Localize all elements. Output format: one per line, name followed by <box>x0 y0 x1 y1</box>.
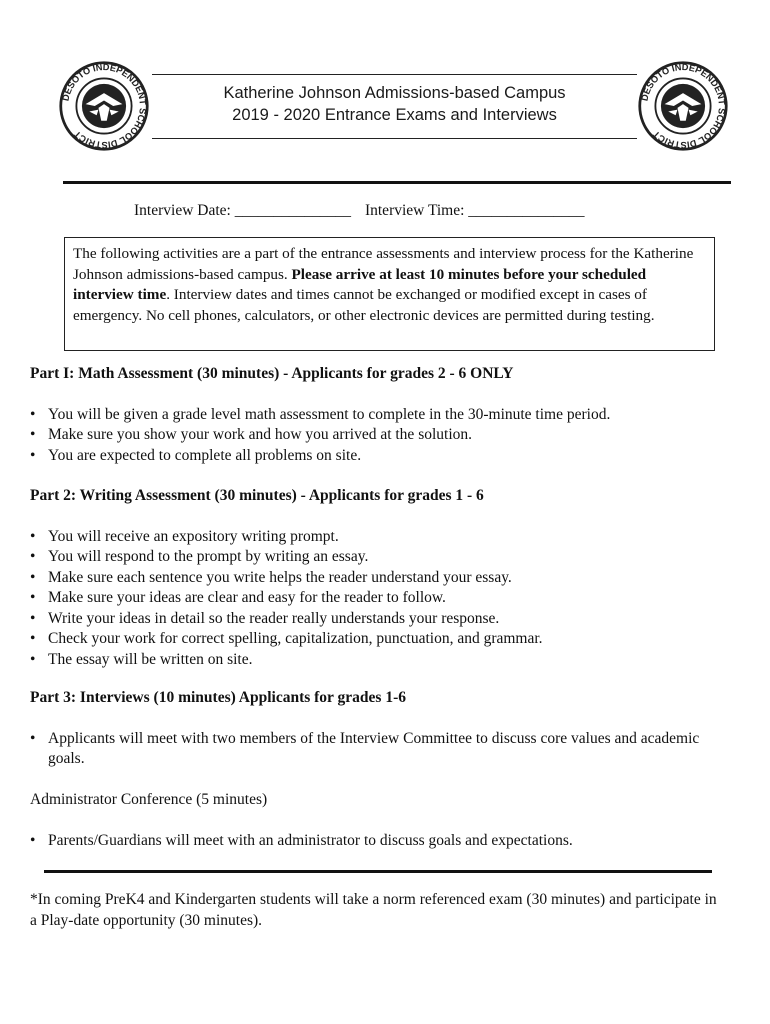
bullet-icon: • <box>30 568 36 586</box>
part2-list <box>30 527 730 671</box>
list-item: • Parents/Guardians will meet with an administrator to discuss goals and expectations. <box>30 831 730 852</box>
part3-section <box>30 688 730 770</box>
district-seal-logo <box>58 60 150 152</box>
bullet-icon: • <box>30 609 36 627</box>
bullet-icon: • <box>30 650 36 668</box>
title-line-1: Katherine Johnson Admissions-based Campus <box>223 84 566 102</box>
interview-time-field[interactable]: Interview Time: _______________ <box>364 202 585 219</box>
notice-intro: The following activities are a part of the entrance assessments and interview process for the Katherine Johnson admissions-based campus. <box>73 245 694 283</box>
bullet-icon: • <box>30 426 36 443</box>
part1-heading: Part I: Math Assessment (30 minutes) - Applicants for grades 2 - 6 ONLY <box>30 365 514 382</box>
notice-rest: . Interview dates and times cannot be exchanged or modified except in cases of emergency. No cell phones, calculators, or other electronic devices are permitted during testing. <box>73 286 655 324</box>
notice-bold-text: Please arrive at least 10 minutes before your scheduled interview time <box>73 265 647 303</box>
part1-list <box>30 405 730 467</box>
interview-date-field[interactable]: Interview Date: _______________ <box>134 202 351 219</box>
page-header <box>0 0 770 190</box>
list-item: • The essay will be written on site. <box>30 650 730 671</box>
bullet-icon: • <box>30 548 36 565</box>
list-item: • Make sure your ideas are clear and easy for the reader to follow. <box>30 588 730 609</box>
part2-heading: Part 2: Writing Assessment (30 minutes) - Applicants for grades 1 - 6 <box>30 487 484 504</box>
list-item: • You will respond to the prompt by writing an essay. <box>30 547 730 568</box>
bullet-icon: • <box>30 630 36 647</box>
bullet-icon: • <box>30 446 36 464</box>
conference-heading: Administrator Conference (5 minutes) <box>30 791 268 808</box>
list-item: • You will receive an expository writing prompt. <box>30 527 730 548</box>
title-line-2: 2019 - 2020 Entrance Exams and Interviews <box>232 106 557 124</box>
conference-section <box>30 790 730 851</box>
list-item: • You will be given a grade level math assessment to complete in the 30-minute time period. <box>30 405 730 426</box>
bullet-icon: • <box>30 527 36 545</box>
footnote: *In coming PreK4 and Kindergarten students will take a norm referenced exam (30 minutes) and participate in a Play-date opportunity (30 minutes). <box>30 891 717 929</box>
svg-text:DESOTO INDEPENDENT SCHOOL DIST: DESOTO INDEPENDENT SCHOOL DISTRICT <box>639 62 727 150</box>
page-title <box>152 82 637 126</box>
title-top-rule <box>152 74 637 75</box>
part3-heading: Part 3: Interviews (10 minutes) Applicants for grades 1-6 <box>30 689 406 706</box>
part2-section <box>30 486 730 670</box>
list-item: • Write your ideas in detail so the reader really understands your response. <box>30 609 730 630</box>
footer-divider <box>44 870 712 873</box>
bullet-icon: • <box>30 831 36 849</box>
part1-section <box>30 364 730 466</box>
header-divider <box>63 181 731 184</box>
bullet-icon: • <box>30 589 36 606</box>
interview-fields <box>134 202 585 220</box>
svg-text:DESOTO INDEPENDENT SCHOOL DIST: DESOTO INDEPENDENT SCHOOL DISTRICT <box>60 62 148 150</box>
notice-box <box>64 237 715 351</box>
list-item: • Check your work for correct spelling, capitalization, punctuation, and grammar. <box>30 629 730 650</box>
title-bottom-rule <box>152 138 637 139</box>
bullet-icon: • <box>30 729 36 747</box>
bullet-icon: • <box>30 405 36 423</box>
list-item: • Applicants will meet with two members of the Interview Committee to discuss core values and academic goals. <box>30 729 700 767</box>
list-item: • Make sure each sentence you write helps the reader understand your essay. <box>30 568 730 589</box>
part3-list <box>30 729 730 770</box>
district-seal-logo <box>637 60 729 152</box>
list-item: • You are expected to complete all problems on site. <box>30 446 730 467</box>
conference-list <box>30 831 730 852</box>
list-item: • Make sure you show your work and how you arrived at the solution. <box>30 425 730 446</box>
